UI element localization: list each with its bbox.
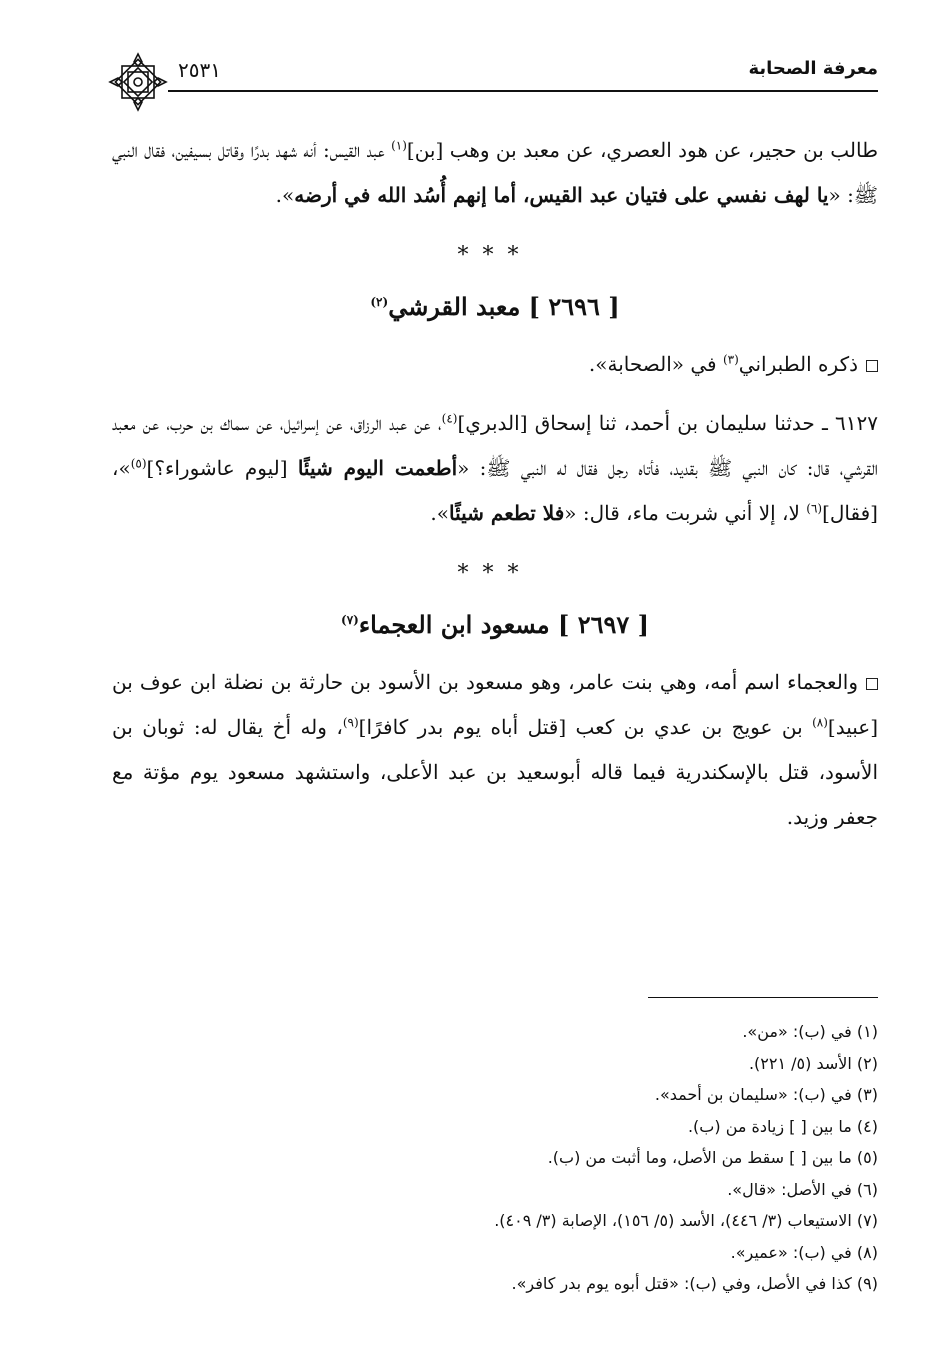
- footnote-ref: (٣): [722, 352, 739, 367]
- footnotes: [112, 1016, 878, 1300]
- page-number: ٢٥٣١: [178, 58, 221, 82]
- text-span: لا، إلا أني شربت ماء، قال: «: [564, 501, 807, 525]
- text-span: ».: [430, 501, 450, 525]
- footnote-ref: (٩): [342, 715, 359, 730]
- text-span: ».: [275, 183, 295, 207]
- text-span: ، عن عبد الرزاق، عن إسرائيل، عن سماك بن حرب، عن معبد القرشي، قال: كان النبي ﷺ بقديد، فأتاه رجل فقال له النبي ﷺ: «: [112, 411, 879, 480]
- header-rule: [168, 90, 878, 92]
- footnote-item: (١) في (ب): «من».: [742, 1022, 878, 1041]
- text-span: عبد القيس: أنه شهد بدرًا وقاتل بسيفين، فقال النبي ﷺ: «: [112, 138, 878, 207]
- text-span: ، وله أخ يقال له: ثوبان بن الأسود، قتل بالإسكندرية فيما قاله أبوسعيد بن عبد الأعلى، واستشهد مسعود يوم مؤتة مع جعفر وزيد.: [112, 715, 878, 829]
- running-title: معرفة الصحابة: [748, 58, 878, 79]
- square-bullet-icon: [866, 678, 878, 690]
- main-text: [112, 128, 878, 840]
- footnote-ref: (٧): [341, 613, 359, 627]
- footnote-item: (٨) في (ب): «عمير».: [730, 1242, 878, 1262]
- text-span: [ليوم عاشوراء؟]: [146, 456, 298, 480]
- hadith-quote: فلا تطعم شيئًا: [449, 501, 565, 525]
- footnote-ref: (٥): [130, 456, 147, 471]
- footnote-item: (٤) ما بين [ ] زيادة من (ب).: [687, 1116, 878, 1136]
- text-span: »، [فقال]: [112, 456, 878, 525]
- entry-paragraph: [112, 660, 878, 840]
- entry-heading-text: [ ٢٦٩٦ ] معبد القرشي: [388, 292, 620, 321]
- entry-heading-2696: [112, 284, 878, 330]
- text-span: في «الصحابة».: [588, 352, 723, 376]
- footnote-ref: (٢): [370, 295, 389, 309]
- footnote-rule: [648, 997, 878, 998]
- footnote-item: (٥) ما بين [ ] سقط من الأصل، وما أثبت من (ب).: [547, 1148, 878, 1167]
- footnote-item: (٣) في (ب): «سليمان بن أحمد».: [654, 1085, 878, 1104]
- footnote-ref: (١): [391, 138, 407, 153]
- page-header: [108, 52, 878, 92]
- text-span: والعجماء اسم أمه، وهي بنت عامر، وهو مسعود بن الأسود بن حارثة بن نضلة ابن عوف بن [عبيد]: [112, 670, 878, 739]
- entry-heading-text: [ ٢٦٩٧ ] مسعود ابن العجماء: [358, 610, 649, 639]
- square-bullet-icon: [866, 360, 878, 372]
- section-separator: ***: [457, 561, 533, 586]
- footnote-item: (٩) كذا في الأصل، وفي (ب): «قتل أبوه يوم بدر كافر».: [511, 1274, 878, 1293]
- section-separator: ***: [457, 243, 533, 268]
- text-span: ٦١٢٧ ـ حدثنا سليمان بن أحمد، ثنا إسحاق [الدبري]: [457, 411, 878, 435]
- hadith-quote: أطعمت اليوم شيئًا: [297, 456, 458, 480]
- entry-heading-2697: [112, 602, 878, 648]
- footnote-item: (٢) الأسد (٥/ ٢٢١).: [748, 1053, 878, 1073]
- footnote-ref: (٦): [806, 501, 823, 516]
- hadith-quote: يا لهف نفسي على فتيان عبد القيس، أما إنهم أُسُد الله في أرضه: [294, 183, 829, 207]
- entry-note: [112, 342, 878, 387]
- footnote-item: (٧) الاستيعاب (٣/ ٤٤٦)، الأسد (٥/ ١٥٦)، الإصابة (٣/ ٤٠٩).: [494, 1211, 878, 1230]
- intro-paragraph: [112, 128, 878, 218]
- octagram-ornament-icon: [108, 52, 168, 112]
- text-span: ذكره الطبراني: [738, 352, 858, 376]
- hadith-paragraph: [112, 401, 878, 536]
- text-span: طالب بن حجير، عن هود العصري، عن معبد بن وهب [بن]: [406, 138, 878, 162]
- footnote-item: (٦) في الأصل: «قال».: [727, 1179, 878, 1199]
- text-span: بن عويج بن عدي بن كعب [قتل أباه يوم بدر كافرًا]: [358, 715, 813, 739]
- footnote-ref: (٨): [812, 715, 828, 730]
- footnote-ref: (٤): [441, 411, 458, 426]
